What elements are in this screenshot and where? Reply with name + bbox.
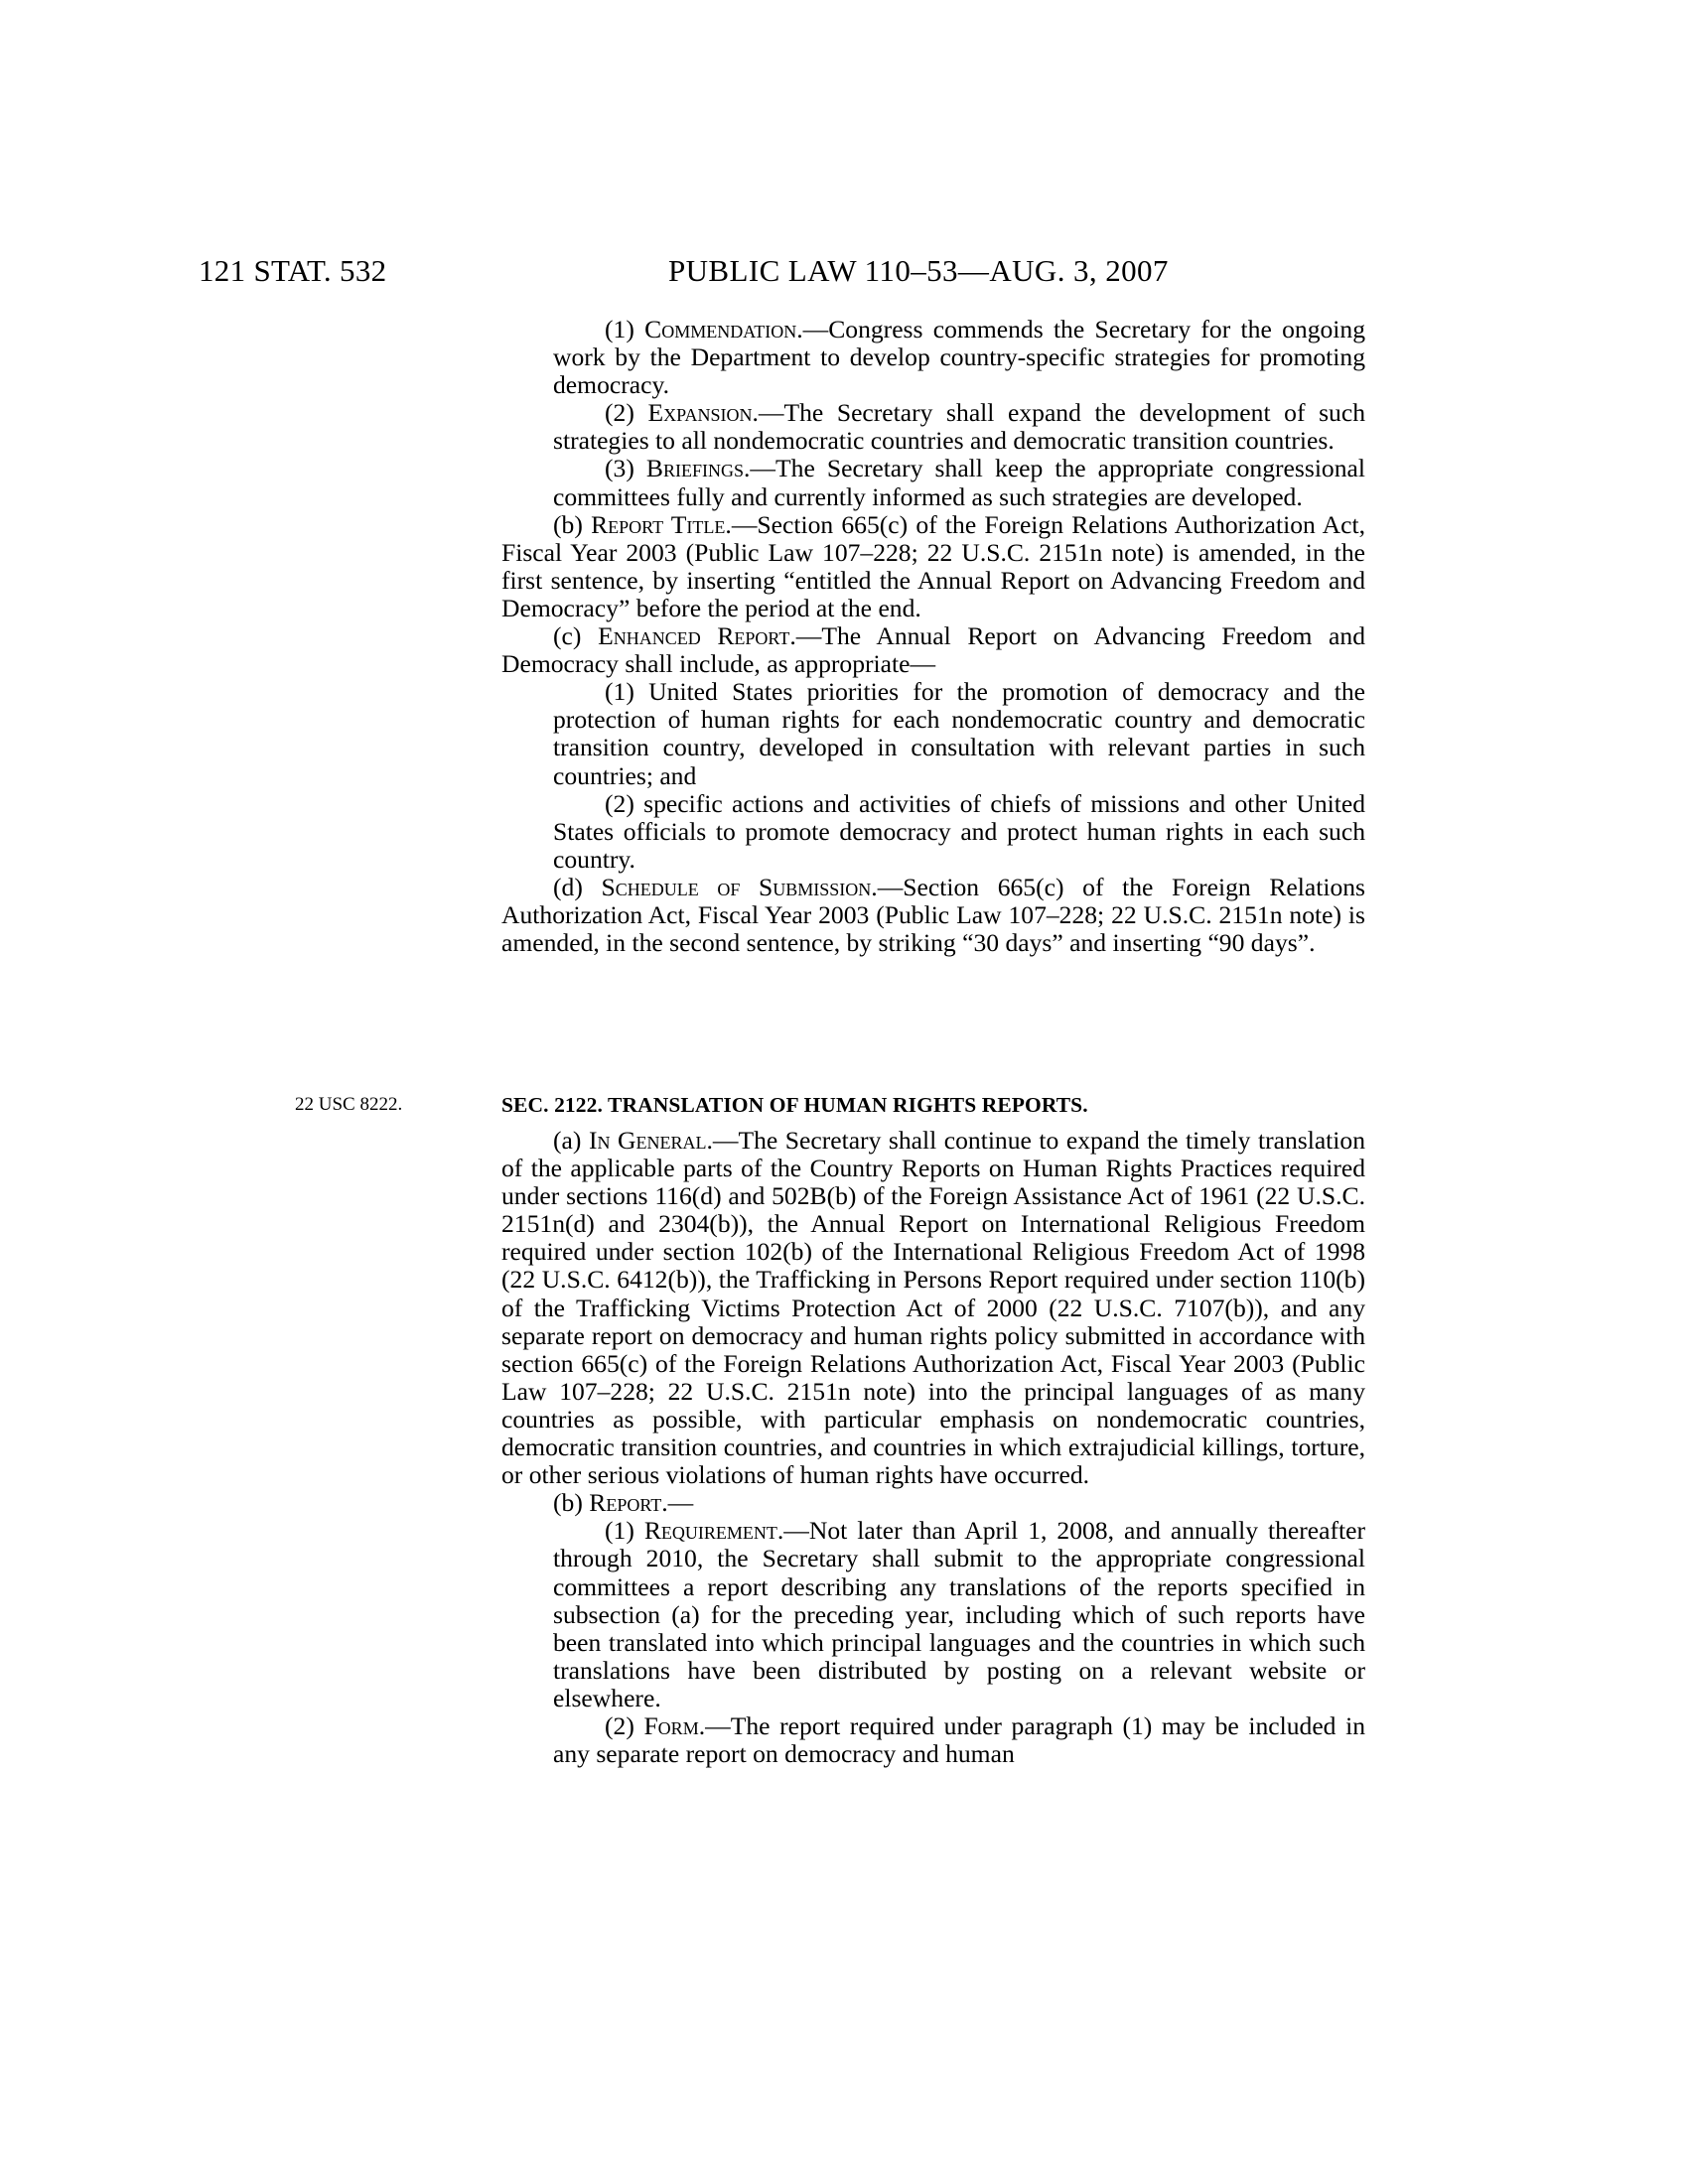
- paragraph-briefings: (3) Briefings.—The Secretary shall keep the appropriate congressional committees fully and currently informed as such strategies are developed.: [553, 454, 1366, 511]
- paragraph-heading: Expansion: [647, 398, 753, 428]
- subsection-heading: In General: [588, 1126, 707, 1155]
- paragraph-requirement: (1) Requirement.—Not later than April 1, 2008, and annually thereafter through 2010, the Secretary shall submit to the appropriate congressional committees a report describing any translations of the reports specified in subsection (a) for the preceding year, including which of such reports have been translated into which principal languages and the countries in which such translations have been distributed by posting on a relevant website or elsewhere.: [553, 1516, 1365, 1712]
- usc-margin-note: 22 USC 8222.: [295, 1094, 403, 1115]
- paragraph-expansion: (2) Expansion.—The Secretary shall expand the development of such strategies to all nondemocratic countries and democratic transition countries.: [553, 398, 1365, 456]
- subsection-heading: Enhanced Report: [598, 621, 790, 651]
- subsection-schedule-of-submission: (d) Schedule of Submission.—Section 665(c) of the Foreign Relations Authorization Act, Fiscal Year 2003 (Public Law 107–228; 22 U.S.C. 2151n note) is amended, in the second sentence, by striking “30 days” and inserting “90 days”.: [501, 872, 1365, 958]
- subsection-report-title: (b) Report Title.—Section 665(c) of the Foreign Relations Authorization Act, Fiscal Year 2003 (Public Law 107–228; 22 U.S.C. 2151n note) is amended, in the first sentence, by inserting “entitled the Annual Report on Advancing Freedom and Democracy” before the period at the end.: [501, 509, 1365, 622]
- paragraph-heading: Form: [643, 1710, 699, 1740]
- subsection-in-general: (a) In General.—The Secretary shall continue to expand the timely translation of the applicable parts of the Country Reports on Human Rights Practices required under sections 116(d) and 502B(b) of the Foreign Assistance Act of 1961 (22 U.S.C. 2151n(d) and 2304(b)), the Annual Report on International Religious Freedom required under section 102(b) of the International Religious Freedom Act of 1998 (22 U.S.C. 6412(b)), the Trafficking in Persons Report required under section 110(b) of the Trafficking Victims Protection Act of 2000 (22 U.S.C. 7107(b)), and any separate report on democracy and human rights policy submitted in accordance with section 665(c) of the Foreign Relations Authorization Act, Fiscal Year 2003 (Public Law 107–228; 22 U.S.C. 2151n note) into the principal languages of as many countries as possible, with particular emphasis on nondemocratic countries, democratic transition countries, and countries in which extrajudicial killings, torture, or other serious violations of human rights have occurred.: [501, 1126, 1365, 1490]
- section-heading: SEC. 2122. TRANSLATION OF HUMAN RIGHTS REPORTS.: [501, 1093, 1088, 1117]
- subsection-heading: Report: [589, 1488, 662, 1518]
- paragraph-priorities: (1) United States priorities for the promotion of democracy and the protection of human rights for each nondemocratic country and democratic transition country, developed in consultation with relevant parties in such countries; and: [553, 677, 1365, 790]
- paragraph-form: (2) Form.—The report required under paragraph (1) may be included in any separate report on democracy and human: [553, 1710, 1365, 1769]
- running-head: [0, 253, 1688, 293]
- paragraph-heading: Commendation: [644, 315, 797, 343]
- subsection-heading: Schedule of Submission: [601, 872, 872, 901]
- subsection-report: (b) Report.—: [553, 1488, 694, 1518]
- paragraph-heading: Briefings: [645, 454, 745, 483]
- public-law-title: PUBLIC LAW 110–53—AUG. 3, 2007: [668, 253, 1169, 288]
- paragraph-heading: Requirement: [643, 1516, 777, 1546]
- body-text-part2: [501, 1127, 1365, 1768]
- stat-page-number: 121 STAT. 532: [199, 253, 387, 288]
- subsection-heading: Report Title: [591, 509, 726, 539]
- paragraph-actions: (2) specific actions and activities of chiefs of missions and other United States officials to promote democracy and protect human rights in each such country.: [553, 788, 1365, 874]
- paragraph-commendation: (1) Commendation.—Congress commends the Secretary for the ongoing work by the Department to develop country-specific strategies for promoting democracy.: [553, 315, 1365, 400]
- body-text-part1: [501, 316, 1365, 957]
- subsection-enhanced-report: (c) Enhanced Report.—The Annual Report on Advancing Freedom and Democracy shall include, as appropriate—: [501, 621, 1365, 679]
